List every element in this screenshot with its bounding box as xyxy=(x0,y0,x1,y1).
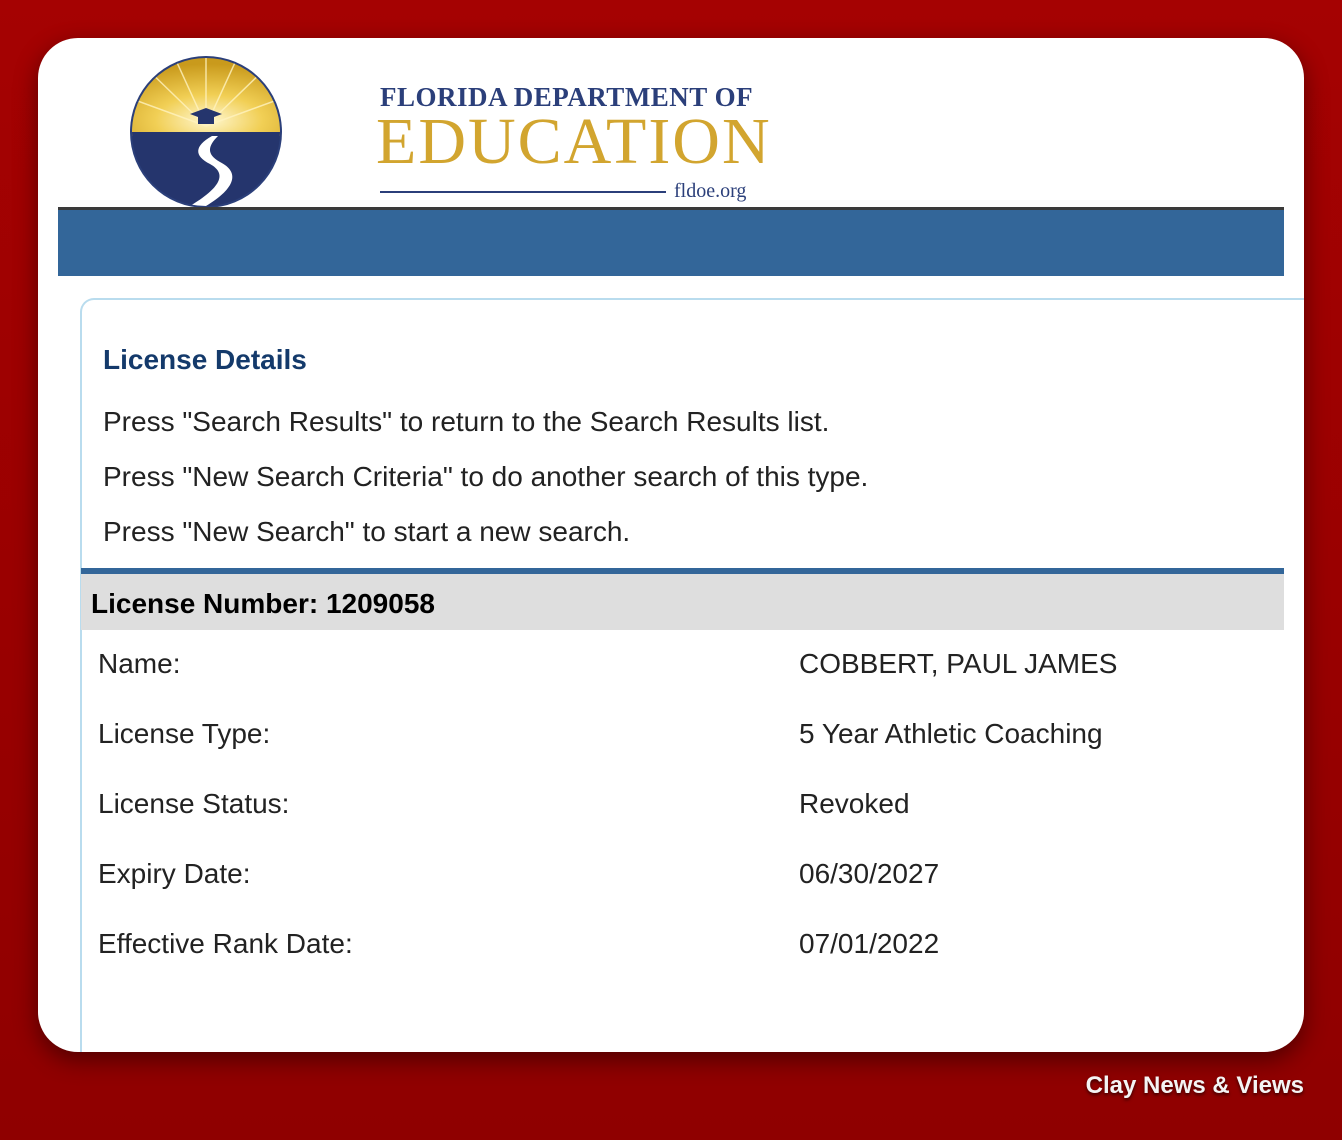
logo-divider xyxy=(380,191,666,193)
name-label: Name: xyxy=(98,648,181,679)
license-status-label: License Status: xyxy=(98,788,290,819)
license-status-value: Revoked xyxy=(799,788,910,819)
license-type-value: 5 Year Athletic Coaching xyxy=(799,718,1103,749)
instruction-search-results: Press "Search Results" to return to the Search Results list. xyxy=(103,406,830,437)
instruction-new-search-criteria: Press "New Search Criteria" to do another search of this type. xyxy=(103,461,869,492)
logo-url: fldoe.org xyxy=(674,180,747,202)
expiry-date-label: Expiry Date: xyxy=(98,858,251,889)
fldoe-logo[interactable] xyxy=(124,56,772,208)
effective-rank-date-value: 07/01/2022 xyxy=(799,928,940,959)
instruction-new-search: Press "New Search" to start a new search. xyxy=(103,516,631,547)
logo-title: FLORIDA DEPARTMENT OF xyxy=(380,82,754,112)
license-number: License Number: 1209058 xyxy=(91,588,435,619)
expiry-date-value: 06/30/2027 xyxy=(799,858,940,889)
header-banner xyxy=(58,207,1284,276)
license-type-label: License Type: xyxy=(98,718,271,749)
effective-rank-date-label: Effective Rank Date: xyxy=(98,928,353,959)
watermark: Clay News & Views xyxy=(1085,1072,1304,1099)
license-card xyxy=(38,38,1304,1052)
section-title: License Details xyxy=(103,344,307,375)
license-number-header xyxy=(81,574,1284,630)
logo-wordmark: EDUCATION xyxy=(376,105,772,178)
sunrise-emblem-icon xyxy=(124,56,294,208)
name-value: COBBERT, PAUL JAMES xyxy=(799,648,1118,679)
